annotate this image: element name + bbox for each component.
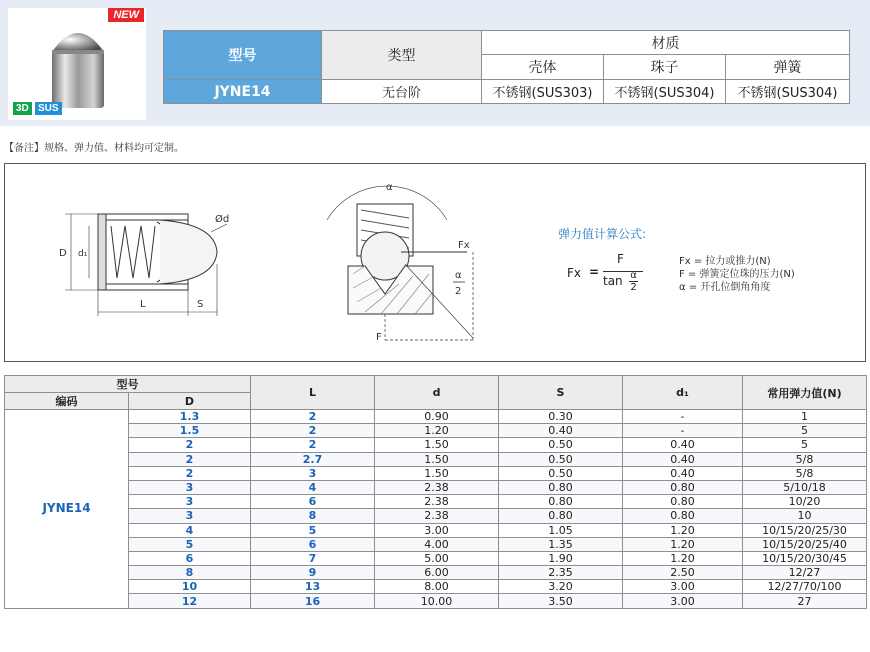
cell-L: 4 bbox=[251, 480, 375, 494]
label-D: D bbox=[59, 248, 67, 259]
spec-shell-value: 不锈钢(SUS303) bbox=[482, 80, 604, 104]
formula-denominator: tan bbox=[603, 274, 623, 288]
formula bbox=[567, 252, 657, 298]
formula-eq: = bbox=[589, 265, 600, 279]
cell-S: 3.50 bbox=[499, 594, 623, 608]
ball-plunger-image bbox=[48, 22, 108, 110]
cell-D: 2 bbox=[129, 438, 251, 452]
cell-D: 12 bbox=[129, 594, 251, 608]
cell-L: 13 bbox=[251, 580, 375, 594]
table-row bbox=[5, 594, 867, 608]
cell-D: 6 bbox=[129, 551, 251, 565]
size-table-body bbox=[5, 410, 867, 609]
cell-d1: 0.80 bbox=[623, 480, 743, 494]
size-header-force: 常用弹力值(N) bbox=[743, 376, 867, 410]
cell-force: 5 bbox=[743, 424, 867, 438]
table-row bbox=[5, 424, 867, 438]
cell-D: 8 bbox=[129, 566, 251, 580]
spec-header-material: 材质 bbox=[482, 31, 850, 55]
cell-S: 3.20 bbox=[499, 580, 623, 594]
size-header-D: D bbox=[129, 393, 251, 410]
product-header-panel bbox=[0, 0, 870, 126]
cell-L: 8 bbox=[251, 509, 375, 523]
cell-d: 2.38 bbox=[375, 480, 499, 494]
cell-d1: 1.20 bbox=[623, 537, 743, 551]
cell-D: 3 bbox=[129, 495, 251, 509]
cell-L: 6 bbox=[251, 537, 375, 551]
table-row bbox=[5, 509, 867, 523]
cell-force: 5/8 bbox=[743, 452, 867, 466]
cell-d: 2.38 bbox=[375, 509, 499, 523]
cell-L: 5 bbox=[251, 523, 375, 537]
label-d-outer: Ød bbox=[215, 214, 230, 225]
cell-L: 2 bbox=[251, 410, 375, 424]
cell-S: 0.50 bbox=[499, 438, 623, 452]
diagram-panel bbox=[4, 163, 866, 362]
cell-force: 5 bbox=[743, 438, 867, 452]
formula-lhs: Fx bbox=[567, 266, 582, 280]
label-L: L bbox=[140, 299, 146, 310]
table-row bbox=[5, 410, 867, 424]
table-row bbox=[5, 480, 867, 494]
spec-model-value: JYNE14 bbox=[164, 80, 322, 104]
label-F: F bbox=[376, 332, 382, 343]
table-row bbox=[5, 523, 867, 537]
cell-d1: 0.40 bbox=[623, 438, 743, 452]
size-header-d: d bbox=[375, 376, 499, 410]
cell-force: 27 bbox=[743, 594, 867, 608]
cell-force: 10/15/20/30/45 bbox=[743, 551, 867, 565]
spec-table bbox=[163, 30, 850, 104]
formula-half-alpha bbox=[629, 270, 638, 293]
remark-note: 【备注】规格、弹力值、材料均可定制。 bbox=[4, 143, 184, 154]
cell-d1: 3.00 bbox=[623, 580, 743, 594]
cell-d: 1.50 bbox=[375, 466, 499, 480]
cell-force: 10/15/20/25/30 bbox=[743, 523, 867, 537]
cell-D: 2 bbox=[129, 466, 251, 480]
cell-d: 10.00 bbox=[375, 594, 499, 608]
cell-force: 10/15/20/25/40 bbox=[743, 537, 867, 551]
table-row bbox=[5, 537, 867, 551]
cell-d1: - bbox=[623, 424, 743, 438]
legend-line: Fx = 拉力或推力(N) bbox=[679, 256, 771, 267]
cell-d: 3.00 bbox=[375, 523, 499, 537]
cell-d: 1.50 bbox=[375, 438, 499, 452]
new-badge: NEW bbox=[108, 8, 144, 22]
spec-ball-value: 不锈钢(SUS304) bbox=[604, 80, 726, 104]
size-header-model: 型号 bbox=[5, 376, 251, 393]
cell-S: 1.35 bbox=[499, 537, 623, 551]
table-row bbox=[5, 466, 867, 480]
spec-header-type: 类型 bbox=[322, 31, 482, 80]
cell-L: 2.7 bbox=[251, 452, 375, 466]
cell-L: 2 bbox=[251, 438, 375, 452]
label-half-alpha-num: α bbox=[455, 270, 462, 281]
cell-d1: 1.20 bbox=[623, 523, 743, 537]
tag-3d: 3D bbox=[13, 102, 32, 115]
cell-force: 12/27 bbox=[743, 566, 867, 580]
spec-type-value: 无台阶 bbox=[322, 80, 482, 104]
cell-L: 7 bbox=[251, 551, 375, 565]
cell-d1: 1.20 bbox=[623, 551, 743, 565]
cell-d: 8.00 bbox=[375, 580, 499, 594]
cell-force: 5/8 bbox=[743, 466, 867, 480]
spec-sub-spring: 弹簧 bbox=[726, 55, 850, 80]
spec-sub-ball: 珠子 bbox=[604, 55, 726, 80]
size-header-code: 编码 bbox=[5, 393, 129, 410]
spec-header-model: 型号 bbox=[164, 31, 322, 80]
cell-d1: - bbox=[623, 410, 743, 424]
cell-d: 0.90 bbox=[375, 410, 499, 424]
product-photo bbox=[8, 8, 146, 120]
cell-d: 1.20 bbox=[375, 424, 499, 438]
cell-S: 0.30 bbox=[499, 410, 623, 424]
size-header-d1: d₁ bbox=[623, 376, 743, 410]
cell-S: 1.05 bbox=[499, 523, 623, 537]
table-row bbox=[5, 580, 867, 594]
force-diagram bbox=[327, 186, 473, 340]
cell-D: 3 bbox=[129, 480, 251, 494]
cell-L: 2 bbox=[251, 424, 375, 438]
size-header-S: S bbox=[499, 376, 623, 410]
legend-line: α = 开孔位倒角角度 bbox=[679, 282, 771, 293]
cell-d1: 0.80 bbox=[623, 495, 743, 509]
cell-L: 6 bbox=[251, 495, 375, 509]
cell-d1: 0.40 bbox=[623, 452, 743, 466]
cell-d: 6.00 bbox=[375, 566, 499, 580]
size-header-L: L bbox=[251, 376, 375, 410]
tag-sus: SUS bbox=[35, 102, 62, 115]
formula-legend bbox=[679, 255, 795, 294]
cell-D: 2 bbox=[129, 452, 251, 466]
cell-D: 1.3 bbox=[129, 410, 251, 424]
cell-force: 12/27/70/100 bbox=[743, 580, 867, 594]
legend-line: F = 弹簧定位珠的压力(N) bbox=[679, 269, 795, 280]
cell-S: 2.35 bbox=[499, 566, 623, 580]
formula-alpha-num: α bbox=[630, 270, 637, 281]
cell-S: 0.80 bbox=[499, 480, 623, 494]
label-S: S bbox=[197, 299, 204, 310]
cell-d1: 3.00 bbox=[623, 594, 743, 608]
spec-sub-shell: 壳体 bbox=[482, 55, 604, 80]
cell-S: 0.40 bbox=[499, 424, 623, 438]
formula-title: 弹力值计算公式: bbox=[558, 227, 647, 241]
cell-D: 5 bbox=[129, 537, 251, 551]
cell-D: 10 bbox=[129, 580, 251, 594]
cell-force: 10/20 bbox=[743, 495, 867, 509]
size-code-cell: JYNE14 bbox=[5, 410, 129, 609]
cell-d1: 2.50 bbox=[623, 566, 743, 580]
cell-S: 0.50 bbox=[499, 466, 623, 480]
label-Fx: Fx bbox=[458, 240, 470, 251]
cell-force: 10 bbox=[743, 509, 867, 523]
cell-S: 0.80 bbox=[499, 495, 623, 509]
table-row bbox=[5, 551, 867, 565]
size-table bbox=[4, 375, 867, 609]
cell-d: 1.50 bbox=[375, 452, 499, 466]
label-d1: d₁ bbox=[78, 249, 88, 259]
cell-S: 0.80 bbox=[499, 509, 623, 523]
table-row bbox=[5, 438, 867, 452]
cell-L: 3 bbox=[251, 466, 375, 480]
table-row bbox=[5, 566, 867, 580]
cell-L: 16 bbox=[251, 594, 375, 608]
spec-spring-value: 不锈钢(SUS304) bbox=[726, 80, 850, 104]
cell-force: 5/10/18 bbox=[743, 480, 867, 494]
cell-d1: 0.40 bbox=[623, 466, 743, 480]
label-alpha: α bbox=[386, 182, 393, 193]
cell-S: 1.90 bbox=[499, 551, 623, 565]
cell-S: 0.50 bbox=[499, 452, 623, 466]
cell-d1: 0.80 bbox=[623, 509, 743, 523]
cell-D: 1.5 bbox=[129, 424, 251, 438]
label-half-alpha-den: 2 bbox=[455, 286, 462, 297]
table-row bbox=[5, 452, 867, 466]
formula-alpha-den: 2 bbox=[630, 282, 637, 293]
cell-D: 3 bbox=[129, 509, 251, 523]
formula-numerator: F bbox=[617, 252, 624, 266]
table-row bbox=[5, 495, 867, 509]
cell-d: 5.00 bbox=[375, 551, 499, 565]
cell-L: 9 bbox=[251, 566, 375, 580]
cell-force: 1 bbox=[743, 410, 867, 424]
cell-d: 2.38 bbox=[375, 495, 499, 509]
cell-D: 4 bbox=[129, 523, 251, 537]
cell-d: 4.00 bbox=[375, 537, 499, 551]
